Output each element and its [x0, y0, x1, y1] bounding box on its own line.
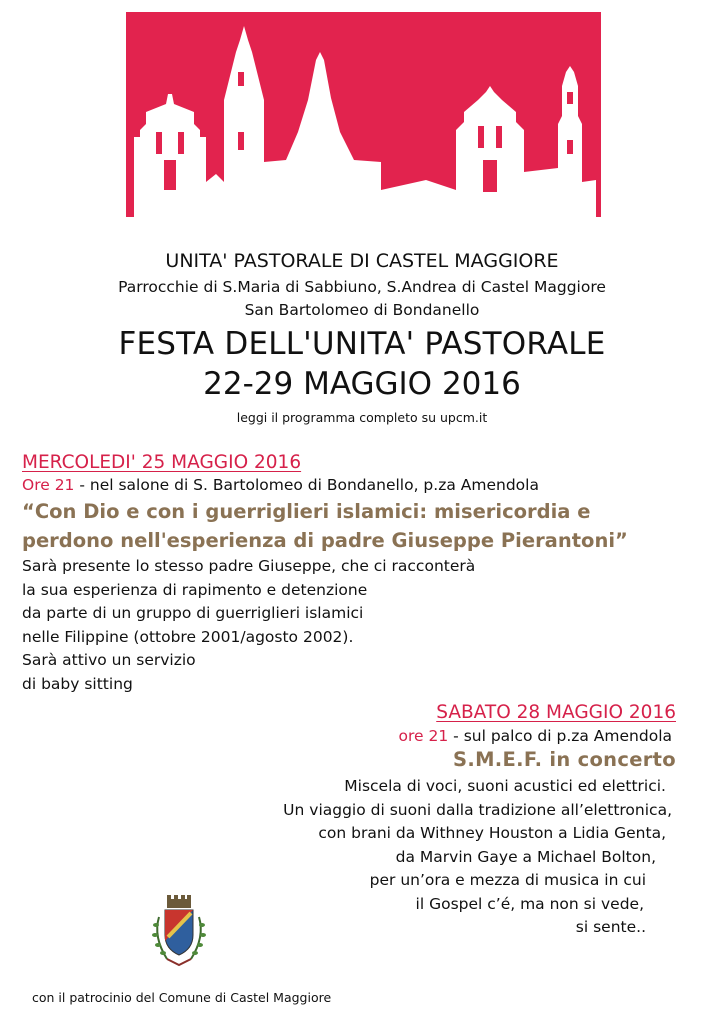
- event-wednesday: [22, 452, 702, 696]
- municipal-crest-icon: [147, 893, 211, 973]
- church-skyline-banner: [126, 12, 601, 217]
- event2-body-line: Un viaggio di suoni dalla tradizione all’elettronica,: [283, 800, 672, 819]
- event2-title: S.M.E.F. in concerto: [453, 748, 676, 771]
- event1-body-line: nelle Filippine (ottobre 2001/agosto 2002).: [22, 627, 354, 646]
- event1-body-line: Sarà presente lo stesso padre Giuseppe, che ci racconterà: [22, 557, 476, 575]
- patronage-note: con il patrocinio del Comune di Castel Maggiore: [32, 990, 332, 1005]
- parishes-line-1: Parrocchie di S.Maria di Sabbiuno, S.Andrea di Castel Maggiore: [118, 278, 606, 296]
- event1-title-line2: perdono nell'esperienza di padre Giuseppe Pierantoni”: [22, 529, 628, 552]
- event1-description: [22, 555, 702, 696]
- event1-title-line1: “Con Dio e con i guerriglieri islamici: misericordia e: [22, 500, 591, 523]
- event2-date: SABATO 28 MAGGIO 2016: [436, 702, 676, 723]
- event1-time: Ore 21: [22, 476, 75, 494]
- event2-body-line: per un’ora e mezza di musica in cui: [369, 871, 646, 889]
- event2-body-line: si sente..: [575, 918, 646, 936]
- event2-body-line: Miscela di voci, suoni acustici ed elettrici.: [344, 777, 666, 795]
- event1-time-place: [22, 476, 702, 494]
- event1-place: - nel salone di S. Bartolomeo di Bondanello, p.za Amendola: [74, 476, 539, 494]
- event2-time: ore 21: [398, 727, 449, 745]
- parish-unit-title: UNITA' PASTORALE DI CASTEL MAGGIORE: [165, 250, 559, 272]
- festa-title: FESTA DELL'UNITA' PASTORALE: [118, 326, 606, 362]
- event2-place: - sul palco di p.za Amendola: [448, 727, 672, 745]
- event1-body-line: la sua esperienza di rapimento e detenzione: [22, 580, 368, 599]
- event1-body-line: Sarà attivo un servizio: [22, 651, 196, 669]
- event1-date: MERCOLEDI' 25 MAGGIO 2016: [22, 452, 302, 473]
- event2-time-place: [76, 727, 676, 745]
- event1-body-line: da parte di un gruppo di guerriglieri islamici: [22, 604, 364, 622]
- website-note: leggi il programma completo su upcm.it: [236, 410, 488, 425]
- event2-body-line: con brani da Withney Houston a Lidia Genta,: [318, 824, 666, 842]
- event1-body-line: di baby sitting: [22, 674, 133, 693]
- festa-dates: 22-29 MAGGIO 2016: [203, 366, 521, 402]
- event2-body-line: da Marvin Gaye a Michael Bolton,: [395, 847, 656, 866]
- parishes-line-2: San Bartolomeo di Bondanello: [244, 301, 480, 319]
- event1-title: [22, 497, 702, 555]
- event2-body-line: il Gospel c’é, ma non si vede,: [415, 894, 644, 913]
